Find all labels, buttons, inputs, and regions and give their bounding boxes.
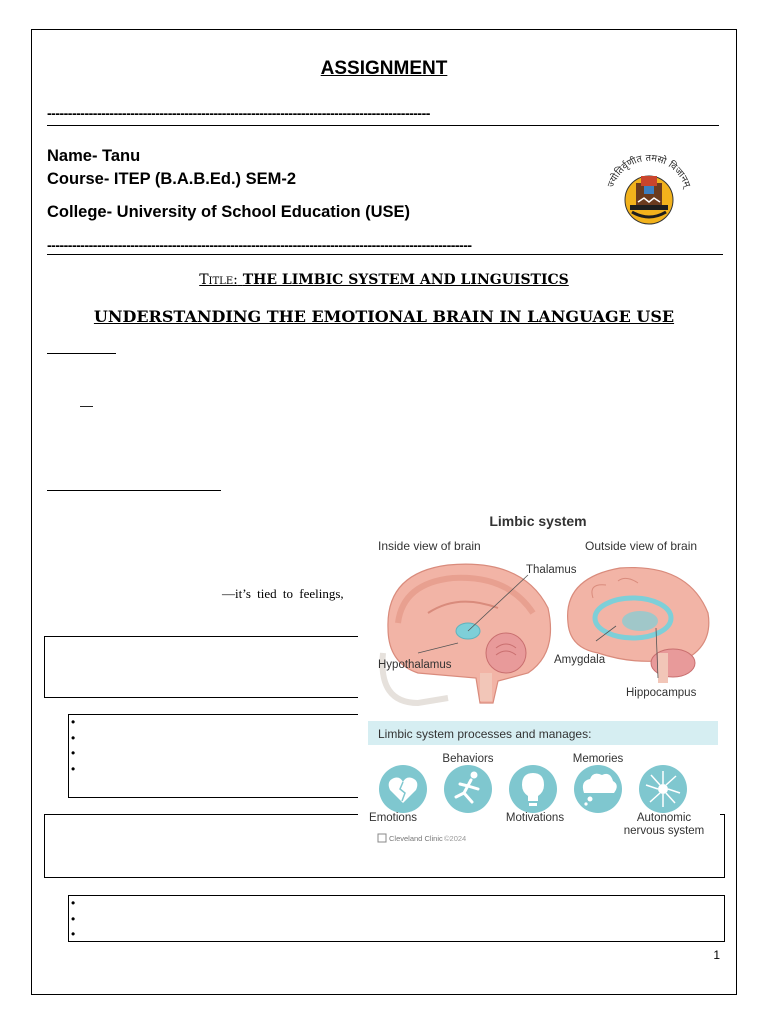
- processes-label: Limbic system processes and manages:: [378, 727, 592, 741]
- separator-top-rule: [47, 125, 719, 126]
- title-main: THE LIMBIC SYSTEM AND LINGUISTICS: [242, 272, 569, 288]
- page-number: 1: [713, 948, 720, 962]
- list-item: [71, 912, 724, 928]
- list-item: [71, 762, 363, 778]
- label-hippocampus: Hippocampus: [626, 687, 697, 699]
- assignment-heading: ASSIGNMENT: [320, 58, 448, 79]
- bullet-box-1: [68, 714, 364, 798]
- bullet-list-1: [71, 715, 363, 777]
- university-logo: [594, 150, 704, 230]
- student-course: Course- ITEP (B.A.B.Ed.) SEM-2: [47, 170, 297, 188]
- list-item: [71, 927, 724, 943]
- figure-title: Limbic system: [489, 513, 587, 529]
- separator-top: --------------------------------------------------------------------------------------------: [47, 106, 430, 120]
- running-person-icon: [444, 765, 492, 813]
- section-heading-underline: [47, 353, 116, 354]
- logo-motto: ज्योतिर्वृणीत तमसो विजानम्: [605, 152, 693, 189]
- figure-credit: Cleveland Clinic: [389, 834, 443, 843]
- label-emotions: Emotions: [369, 812, 417, 824]
- section-heading-underline-2: [47, 490, 221, 491]
- label-motivations: Motivations: [505, 812, 565, 824]
- label-thalamus: Thalamus: [526, 564, 577, 576]
- bullet-list-2: [71, 896, 724, 943]
- student-college: College- University of School Education (USE): [47, 203, 411, 221]
- separator-bottom-rule: [47, 254, 723, 255]
- text-box-1: [44, 636, 364, 698]
- label-nervous-system: nervous system: [623, 825, 705, 837]
- label-memories: Memories: [572, 753, 624, 765]
- list-item: [71, 896, 724, 912]
- limbic-system-figure: [358, 503, 720, 850]
- em-dash: —: [80, 398, 93, 413]
- separator-bottom: ------------------------------------------------------------------------------------------------------: [47, 238, 472, 252]
- document-title: [0, 272, 768, 288]
- student-name: Name- Tanu: [47, 147, 141, 165]
- figure-outside-label: Outside view of brain: [585, 539, 698, 553]
- figure-credit-year: ©2024: [444, 834, 467, 843]
- list-item: [71, 715, 363, 731]
- label-behaviors: Behaviors: [442, 753, 494, 765]
- document-subtitle: UNDERSTANDING THE EMOTIONAL BRAIN IN LANGUAGE USE: [93, 307, 675, 326]
- label-hypothalamus: Hypothalamus: [378, 659, 452, 671]
- label-autonomic: Autonomic: [636, 812, 692, 824]
- figure-inside-label: Inside view of brain: [378, 539, 481, 553]
- label-amygdala: Amygdala: [554, 654, 606, 666]
- list-item: [71, 746, 363, 762]
- bullet-box-2: [68, 895, 725, 942]
- list-item: [71, 731, 363, 747]
- title-prefix: Title:: [199, 272, 238, 288]
- body-snippet: —it’s tied to feelings,: [222, 586, 344, 601]
